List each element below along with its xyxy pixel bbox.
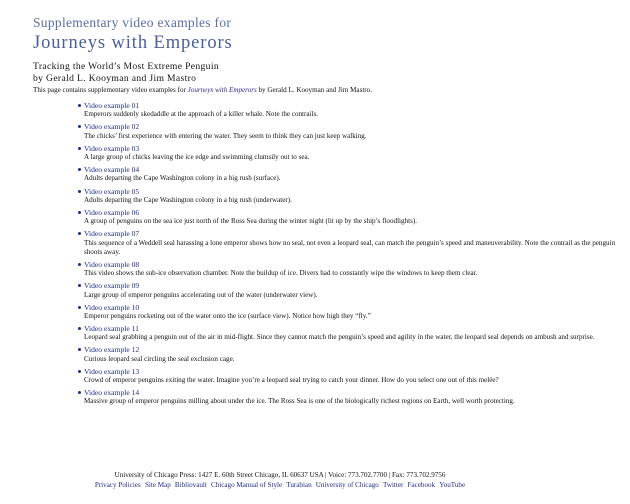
video-link-04[interactable]: Video example 04 <box>84 165 140 175</box>
video-description: Large group of emperor penguins accelerating out of the water (underwater view). <box>84 290 318 299</box>
bullet-icon <box>78 190 81 193</box>
video-link-13[interactable]: Video example 13 <box>84 366 140 376</box>
intro-text-before: This page contains supplementary video examples for <box>33 86 188 94</box>
page-header <box>33 14 623 85</box>
video-description: A large group of chicks leaving the ice edge and swimming clumsily out to sea. <box>84 153 310 162</box>
bullet-icon <box>78 168 81 171</box>
bullet-icon <box>78 391 81 394</box>
intro-text-after: by Gerald L. Kooyman and Jim Mastro. <box>256 86 372 94</box>
video-link-03[interactable]: Video example 03 <box>84 143 140 153</box>
subtitle-line-1: Tracking the World’s Most Extreme Penguin <box>33 61 219 72</box>
video-description: Emperor penguins rocketing out of the water onto the ice (surface view). Notice how high they “fly.” <box>84 311 371 320</box>
bullet-icon <box>78 370 81 373</box>
video-description: Adults departing the Cape Washington colony in a big rush (surface). <box>84 174 281 183</box>
video-item <box>84 229 620 256</box>
footer-link-youtube[interactable]: YouTube <box>439 481 466 489</box>
video-link-06[interactable]: Video example 06 <box>84 207 140 217</box>
video-item <box>84 144 620 162</box>
video-item <box>84 187 620 205</box>
video-item <box>84 388 620 406</box>
video-description: The chicks’ first experience with entering the water. They seem to think they can just keep walking. <box>84 131 367 140</box>
video-item <box>84 367 620 385</box>
footer-link-facebook[interactable]: Facebook <box>407 481 436 489</box>
video-description: Crowd of emperor penguins exiting the water. Imagine you’re a leopard seal trying to catch your dinner. How do you select one out of this melée? <box>84 376 499 385</box>
video-link-10[interactable]: Video example 10 <box>84 302 140 312</box>
video-description: Curious leopard seal circling the seal exclusion cage. <box>84 354 235 363</box>
bullet-icon <box>78 348 81 351</box>
subtitle-line-2: by Gerald L. Kooyman and Jim Mastro <box>33 73 197 84</box>
page-footer <box>0 471 560 490</box>
page-supertitle: Supplementary video examples for <box>33 15 232 30</box>
footer-link-twitter[interactable]: Twitter <box>382 481 404 489</box>
video-link-09[interactable]: Video example 09 <box>84 281 140 291</box>
page-subtitle <box>33 61 623 85</box>
footer-link-site-map[interactable]: Site Map <box>144 481 171 489</box>
bullet-icon <box>78 147 81 150</box>
book-title-link[interactable]: Journeys with Emperors <box>187 86 257 94</box>
footer-links <box>0 481 560 490</box>
video-item <box>84 101 620 119</box>
bullet-icon <box>78 263 81 266</box>
footer-link-bibliovault[interactable]: Bibliovault <box>174 481 207 489</box>
intro-paragraph <box>33 86 623 95</box>
bullet-icon <box>78 211 81 214</box>
video-item <box>84 260 620 278</box>
bullet-icon <box>78 284 81 287</box>
bullet-icon <box>78 125 81 128</box>
video-item <box>84 122 620 140</box>
video-item <box>84 324 620 342</box>
bullet-icon <box>78 327 81 330</box>
video-item <box>84 281 620 299</box>
video-item <box>84 303 620 321</box>
video-link-05[interactable]: Video example 05 <box>84 186 140 196</box>
video-link-08[interactable]: Video example 08 <box>84 259 140 269</box>
video-list <box>84 101 620 410</box>
video-link-07[interactable]: Video example 07 <box>84 229 140 239</box>
video-item <box>84 208 620 226</box>
footer-link-privacy[interactable]: Privacy Policies <box>94 481 141 489</box>
video-link-01[interactable]: Video example 01 <box>84 101 140 110</box>
bullet-icon <box>78 232 81 235</box>
bullet-icon <box>78 306 81 309</box>
video-description: Adults departing the Cape Washington colony in a big rush (underwater). <box>84 195 292 204</box>
video-description: This sequence of a Weddell seal harassing a lone emperor shows how no seal, not even a leopard seal, can match the penguin’s speed and maneuverability. Note the contrail as the penguin shoots away. <box>84 238 616 256</box>
video-link-02[interactable]: Video example 02 <box>84 122 140 132</box>
video-link-14[interactable]: Video example 14 <box>84 388 140 398</box>
video-item <box>84 345 620 363</box>
footer-link-university[interactable]: University of Chicago <box>315 481 379 489</box>
video-item <box>84 165 620 183</box>
bullet-icon <box>78 104 81 107</box>
video-description: Massive group of emperor penguins milling about under the ice. The Ross Sea is one of the biologically richest regions on Earth, well worth protecting. <box>84 397 515 406</box>
video-link-12[interactable]: Video example 12 <box>84 345 140 355</box>
video-description: A group of penguins on the sea ice just north of the Ross Sea during the winter night (lit up by the ship’s floodlights). <box>84 217 417 226</box>
page-title: Journeys with Emperors <box>33 33 233 53</box>
footer-link-turabian[interactable]: Turabian <box>286 481 312 489</box>
footer-link-chicago-manual[interactable]: Chicago Manual of Style <box>210 481 283 489</box>
video-description: Emperors suddenly skedaddle at the approach of a killer whale. Note the contrails. <box>84 110 319 119</box>
video-description: This video shows the sub-ice observation chamber. Note the buildup of ice. Divers had to constantly wipe the windows to keep them clear. <box>84 269 478 278</box>
video-link-11[interactable]: Video example 11 <box>84 324 139 333</box>
video-description: Leopard seal grabbing a penguin out of the air in mid-flight. Since they cannot match the penguin’s speed and agility in the water, the leopard seal depends on ambush and surprise. <box>84 333 595 342</box>
footer-address: University of Chicago Press: 1427 E. 60th Street Chicago, IL 60637 USA | Voice: 773.702.7700 | Fax: 773.702.9756 <box>114 471 446 479</box>
